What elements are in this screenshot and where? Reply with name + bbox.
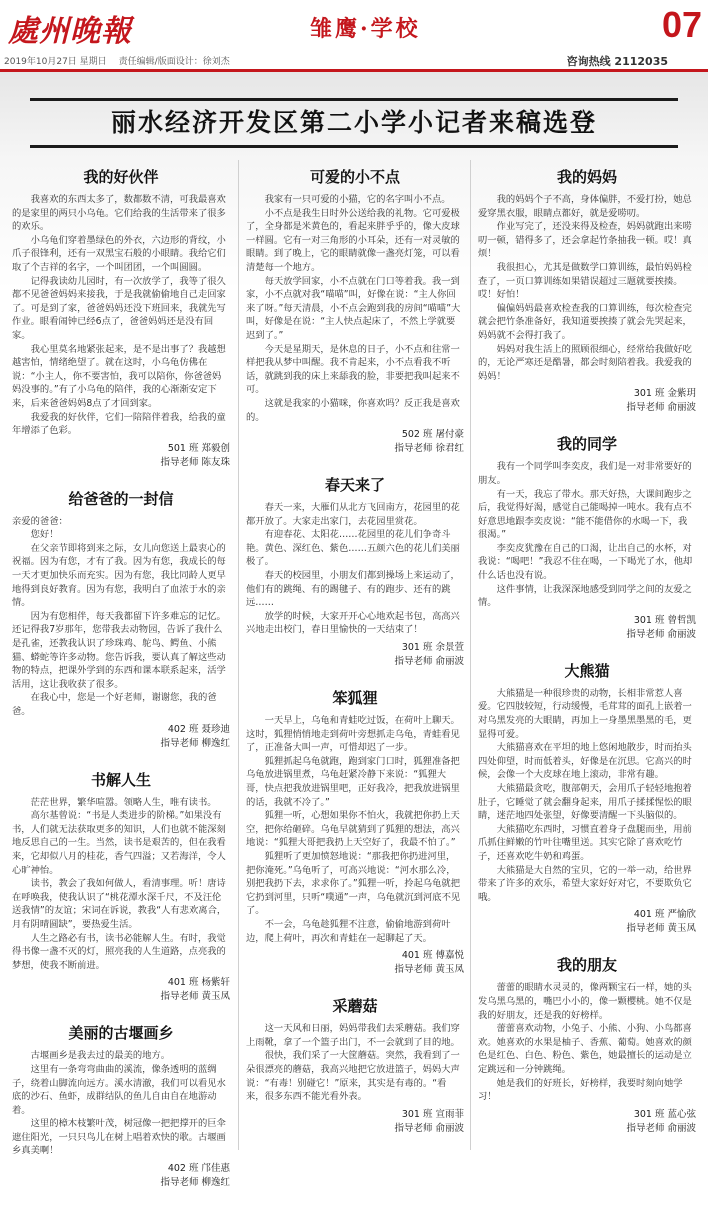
masthead bbox=[0, 0, 708, 52]
article bbox=[12, 769, 230, 1005]
teacher-line: 指导老师 俞丽波 bbox=[626, 1122, 696, 1134]
article-paragraph: 蕾蕾的眼睛水灵灵的，像两颗宝石一样，她的头发乌黑乌黑的，嘴巴小小的，像一颗樱桃。她不仅是我的好朋友，还是我的好榜样。 bbox=[478, 982, 692, 1021]
teacher-line: 指导老师 俞丽波 bbox=[394, 1122, 464, 1134]
article-paragraph: 这里的樟木枝繁叶茂，树冠像一把把撑开的巨伞遮住阳光，一只只鸟儿在树上唱着欢快的歌。古堰画乡真美啊！ bbox=[12, 1118, 226, 1157]
teacher-line: 指导老师 俞丽波 bbox=[626, 628, 696, 640]
article-title: 笨狐狸 bbox=[332, 689, 378, 708]
article-paragraph: 有一天，我忘了带水。那天好热，大课间跑步之后，我觉得好渴，感觉自己能喝掉一吨水。我有点不好意思地跟李奕皮说：“能不能借你的水喝一下，我很渴。” bbox=[478, 488, 692, 541]
article-body bbox=[12, 193, 230, 438]
article bbox=[478, 166, 696, 415]
article-paragraph: 狐狸一听，心想如果你不怕火，我就把你扔上天空，把你给砸碎。乌龟早就猜到了狐狸的想法，高兴地说：“狐狸大哥把我扔上天空好了，我最不怕了。” bbox=[246, 810, 460, 849]
article-title: 采蘑菇 bbox=[332, 997, 378, 1016]
article-paragraph: 春天一来，大雁们从北方飞回南方，花园里的花都开放了。大家走出家门，去花园里赏花。 bbox=[246, 502, 460, 527]
author-line: 301 班 余景萱 bbox=[401, 642, 464, 654]
article-body bbox=[478, 193, 696, 383]
article-paragraph: 很快，我们采了一大筐蘑菇。突然，我看到了一朵很漂亮的蘑菇，我高兴地把它放进篮子，妈妈大声说：“有毒！别碰它！”原来，其实是有毒的。“看来，很多东西不能光看外表。 bbox=[246, 1050, 460, 1103]
editor-credit: 责任编辑/版面设计：徐刘杰 bbox=[118, 57, 230, 67]
article-paragraph: 今天是星期天，是休息的日子，小不点和往常一样把我从梦中叫醒。我不肯起来，小不点看我不听话，就跳到我的床上来舔我的脸，非要把我叫起来不可。 bbox=[246, 343, 460, 396]
article-paragraph: 小乌龟们穿着墨绿色的外衣，六边形的背纹，小爪子很锋利，还有一双黑宝石般的小眼睛。我给它们取了个吉祥的名字，一个叫团团，一个叫圆圆。 bbox=[12, 234, 226, 273]
section-title: 雏鹰·学校 bbox=[310, 16, 421, 42]
article bbox=[478, 954, 696, 1135]
article-paragraph: 记得我读幼儿园时，有一次放学了，我等了很久都不见爸爸妈妈来接我，于是我就偷偷地自己走回家了。可是到了家，爸爸妈妈还没下班回来，我就先写作业。眼看闹钟已经6点了，爸爸妈妈还是没有回家。 bbox=[12, 275, 226, 341]
article bbox=[246, 687, 464, 977]
article-paragraph: 蕾蕾喜欢动物，小兔子、小熊、小狗、小鸟都喜欢。她喜欢的水果是柚子、香蕉、葡萄。她喜欢的颜色是红色、白色、粉色、紫色，她最擅长的运动是立定跳远和一分钟跳绳。 bbox=[478, 1023, 692, 1075]
author-line: 301 班 曾哲凯 bbox=[633, 614, 696, 626]
article-signature bbox=[478, 1108, 696, 1136]
author-line: 502 班 屠付豪 bbox=[401, 429, 464, 441]
article-signature bbox=[478, 614, 696, 642]
article-body bbox=[478, 460, 696, 610]
teacher-line: 指导老师 黄玉凤 bbox=[160, 991, 230, 1003]
article-paragraph: 我很担心，尤其是做数学口算训练，最怕妈妈检查了，一页口算训练如果错误超过三题就要挨揍。哎！好怕！ bbox=[478, 261, 692, 301]
article-paragraph: 在我心中，您是一个好老师，谢谢您，我的爸爸。 bbox=[12, 692, 217, 717]
article-paragraph: 我家有一只可爱的小猫，它的名字叫小不点。 bbox=[264, 194, 451, 205]
article-title: 美丽的古堰画乡 bbox=[68, 1024, 174, 1043]
article-signature bbox=[12, 1162, 230, 1190]
author-line: 402 班 聂珍迪 bbox=[167, 723, 230, 735]
article-body bbox=[246, 714, 464, 945]
author-line: 402 班 邝佳惠 bbox=[167, 1163, 230, 1175]
author-line: 301 班 蓝心弦 bbox=[633, 1108, 696, 1120]
headline-bar bbox=[30, 98, 678, 148]
article bbox=[246, 474, 464, 669]
article-signature bbox=[246, 641, 464, 669]
teacher-line: 指导老师 黄玉凤 bbox=[626, 923, 696, 935]
teacher-line: 指导老师 柳逸红 bbox=[160, 1177, 230, 1189]
teacher-line: 指导老师 柳逸红 bbox=[160, 737, 230, 749]
article-title: 我的同学 bbox=[556, 435, 617, 454]
article bbox=[246, 166, 464, 456]
newspaper-logo: 處州晚報 bbox=[8, 14, 132, 49]
article-paragraph: 读书，教会了我如何做人，看清事理。听！唐诗在呼唤我，使我认识了“桃花潭水深千尺，不及汪伦送我情”的友谊；宋词在诉说，教我“人有悲欢离合，月有阴晴圆缺”，要热爱生活。 bbox=[12, 878, 227, 930]
article-title: 书解人生 bbox=[90, 770, 151, 789]
teacher-line: 指导老师 陈友珠 bbox=[160, 456, 230, 468]
article-paragraph: 大熊猫最贪吃，腹部朝天，会用爪子轻轻地抱着肚子，它睡觉了就会翻身起来，用爪子揉揉惺忪的眼睛，迷茫地四处张望，好像要清醒一下头脑似的。 bbox=[478, 783, 692, 822]
author-line: 401 班 杨紫轩 bbox=[167, 977, 230, 989]
article-paragraph: 我喜欢的东西太多了，数都数不清，可我最喜欢的是家里的两只小乌龟。它们给我的生活带来了很多的欢乐。 bbox=[12, 194, 226, 233]
teacher-line: 指导老师 徐君红 bbox=[394, 443, 464, 455]
article-signature bbox=[246, 1108, 464, 1136]
author-line: 501 班 郑毅创 bbox=[167, 442, 230, 454]
article-paragraph: 高尔基曾说：“书是人类进步的阶梯。”如果没有书，人们就无法获取更多的知识，人们也就不能深刻地反思自己的一生。当然，读书是艰苦的，但在我看来，它却似八月的桂花，香气四溢；又若海洋，令人心旷神怡。 bbox=[12, 810, 226, 876]
article-paragraph: 大熊猫吃东西时，习惯直着身子盘腿而坐，用前爪抓住鲜嫩的竹叶往嘴里送。其实它除了喜欢吃竹子，还喜欢吃牛奶和鸡蛋。 bbox=[478, 823, 692, 862]
teacher-line: 指导老师 俞丽波 bbox=[626, 402, 696, 414]
author-line: 301 班 金紫玥 bbox=[633, 388, 696, 400]
author-line: 301 班 宣雨菲 bbox=[401, 1108, 464, 1120]
article-paragraph: 您好！ bbox=[30, 529, 59, 541]
author-line: 401 班 严愉欣 bbox=[633, 909, 696, 921]
article-paragraph: 亲爱的爸爸： bbox=[12, 515, 68, 527]
article-paragraph: 作业写完了，还没来得及检查，妈妈就跑出来唠叨一顿，错得多了，还会拿起竹条抽我一顿。哎！真烦！ bbox=[478, 221, 692, 260]
hotline: 咨询热线 2112035 bbox=[566, 55, 668, 68]
article-paragraph: 这里有一条弯弯曲曲的溪流，像条透明的蓝绸子，绕着山脚流向远方。溪水清澈，我们可以看见水底的沙石、鱼虾，成群结队的鱼儿自由自在地游动着。 bbox=[12, 1063, 226, 1116]
article-paragraph: 不一会，乌龟趁狐狸不注意，偷偷地游到荷叶边，爬上荷叶，再次和青蛙在一起聊起了天。 bbox=[246, 918, 451, 944]
article-paragraph: 有迎春花、太阳花……花园里的花儿们争奇斗艳。黄色、深红色、紫色……五颜六色的花儿们美丽极了。 bbox=[246, 529, 460, 568]
article-body bbox=[478, 981, 696, 1103]
column-right bbox=[478, 160, 696, 1154]
article-paragraph: 人生之路必有书，读书必能解人生。有时，我觉得书像一盏不灭的灯，照亮我的人生道路，点亮我的梦想，使我不断前进。 bbox=[12, 932, 226, 971]
author-line: 401 班 傅嘉悦 bbox=[401, 950, 464, 962]
article-paragraph: 这就是我家的小猫咪，你喜欢吗？反正我是喜欢的。 bbox=[246, 397, 460, 423]
article-signature bbox=[478, 908, 696, 936]
article-paragraph: 这一天风和日丽，妈妈带我们去采蘑菇。我们穿上雨靴，拿了一个篮子出门，不一会就到了目的地。 bbox=[246, 1023, 460, 1048]
article-paragraph: 这件事情，让我深深地感受到同学之间的友爱之情。 bbox=[478, 583, 692, 609]
article-paragraph: 我爱我的好伙伴，它们一陪陪伴着我，给我的童年增添了色彩。 bbox=[12, 411, 226, 437]
article-paragraph: 大熊猫是一种很珍贵的动物，长相非常惹人喜爱。它四肢较短，行动缓慢，毛茸茸的面孔上嵌着一对乌黑发亮的大眼睛，再加上一身墨黑墨黑的毛，更显得可爱。 bbox=[478, 687, 692, 740]
article-body bbox=[12, 1049, 230, 1158]
article-title: 春天来了 bbox=[324, 476, 385, 495]
column-left bbox=[12, 160, 230, 1208]
article-signature bbox=[12, 976, 230, 1004]
article-paragraph: 每天放学回家，小不点就在门口等着我。我一到家，小不点就对我“喵喵”叫，好像在说：“主人你回来了呀。”每天清晨，小不点会跑到我的房间“喵喵”大叫，好像是在说：“主人快点起床了，不然上学就要迟到了。” bbox=[246, 275, 461, 341]
article-signature bbox=[478, 387, 696, 415]
article bbox=[478, 660, 696, 937]
article-paragraph: 古堰画乡是我去过的最美的地方。 bbox=[30, 1050, 171, 1062]
article-paragraph: 放学的时候，大家开开心心地欢起书包，高高兴兴地走出校门，春日里愉快的一天结束了！ bbox=[246, 610, 460, 636]
article-paragraph: 春天的校园里，小朋友们都到操场上来运动了，他们有的跳绳、有的踢毽子、有的跑步、还有的跳远…… bbox=[246, 570, 460, 609]
article bbox=[12, 166, 230, 470]
issue-date: 2019年10月27日 星期日 bbox=[4, 57, 107, 67]
article-paragraph: 狐狸听了更加愤怒地说：“那我把你扔进河里，把你淹死。”乌龟听了，可高兴地说：“河水那么冷，别把我扔下去，求求你了。”狐狸一听，拎起乌龟就把它扔到河里，只听“噗通”一声，乌龟就沉到河底不见了。 bbox=[246, 850, 461, 917]
article-paragraph: 妈妈对我生活上的照顾很细心，经常给我做好吃的，无论严寒还是酷暑，都会时刻陪着我。我爱我的妈妈！ bbox=[478, 343, 692, 382]
article-signature bbox=[12, 442, 230, 470]
article-paragraph: 我心里莫名地紧张起来，是不是出事了？我越想越害怕，情绪绝望了。就在这时，小乌龟仿佛在说：“小主人，你不要害怕，我可以陪你，你爸爸妈妈没事的。”有了小乌龟的陪伴，我的心渐渐安定下来，后来爸爸妈妈8点了才回到家。 bbox=[12, 343, 226, 409]
article-paragraph: 大熊猫是大自然的宝贝，它的一举一动，给世界带来了许多的欢乐，希望大家好好对它，不要欺负它哦。 bbox=[478, 864, 692, 903]
article-signature bbox=[246, 428, 464, 456]
article-body bbox=[478, 687, 696, 905]
page-number: 07 bbox=[661, 4, 702, 45]
article bbox=[12, 1022, 230, 1190]
column-divider bbox=[238, 160, 239, 1150]
article-signature bbox=[12, 723, 230, 751]
column-divider bbox=[470, 160, 471, 1150]
article-paragraph: 小不点是我生日时外公送给我的礼物。它可爱极了，全身都是米黄色的，看起来胖乎乎的，像大皮球一样圆。它有一对三角形的小耳朵，还有一对灵敏的眼睛。到了晚上，它的眼睛就像一盏亮灯笼，可以看清楚每一个地方。 bbox=[246, 207, 460, 273]
article bbox=[246, 995, 464, 1136]
article-title: 大熊猫 bbox=[564, 661, 610, 680]
column-middle bbox=[246, 160, 464, 1154]
article-paragraph: 大熊猫喜欢在平坦的地上悠闲地散步，时而抬头四处仰望，时而低着头，好像是在沉思。它高兴的时候，会像一个大皮球在地上滚动，非常有趣。 bbox=[478, 742, 692, 781]
article-body bbox=[12, 796, 230, 973]
article bbox=[12, 488, 230, 751]
article-body bbox=[246, 1022, 464, 1104]
article-paragraph: 李奕皮犹豫在自己的口渴，让出自己的水杯，对我说：“喝吧！”我忍不住在喝，一下喝光了水，他却什么话也没有说。 bbox=[478, 542, 693, 582]
article-body bbox=[246, 501, 464, 637]
meta-line bbox=[0, 52, 708, 68]
article-title: 我的妈妈 bbox=[556, 168, 617, 186]
article-body bbox=[12, 515, 230, 719]
article-paragraph: 她是我们的好班长，好榜样，我要时刻向她学习！ bbox=[478, 1077, 683, 1103]
article-paragraph: 我有一个同学叫李奕皮，我们是一对非常要好的朋友。 bbox=[478, 461, 692, 486]
article-body bbox=[246, 193, 464, 424]
article-paragraph: 一天早上，乌龟和青蛙吃过饭，在荷叶上聊天。这时，狐狸悄悄地走到荷叶旁想抓走乌龟，青蛙看见了，正准备大叫一声，可惜却迟了一步。 bbox=[246, 715, 460, 754]
article-title: 我的朋友 bbox=[556, 956, 617, 975]
article-paragraph: 在父亲节即将到来之际，女儿向您送上最衷心的祝福。因为有您，才有了我。因为有您，我成长的每一天才更加快乐而充实。因为有您，我比同龄人更早地得到良好教育。因为有您，我明白了血浓于水的亲情。 bbox=[12, 542, 226, 609]
article bbox=[478, 433, 696, 642]
page-headline: 丽水经济开发区第二小学小记者来稿选登 bbox=[110, 108, 597, 137]
article-paragraph: 偏偏妈妈最喜欢检查我的口算训练，每次检查完就会把竹条准备好，我知道要挨揍了就会先哭起来，妈妈就不会得打我了。 bbox=[478, 302, 692, 341]
article-paragraph: 我的妈妈个子不高，身体偏胖，不爱打扮，她总爱穿黑衣服，眼睛点都好，就是爱唠叨。 bbox=[478, 194, 692, 219]
article-paragraph: 狐狸抓起乌龟就跑，跑到家门口时，狐狸准备把乌龟放进锅里煮，乌龟赶紧冷静下来说：“狐狸大哥，快点把我放进锅里吧，正好我冷，把我放进锅里的话，我就不冷了。” bbox=[246, 755, 460, 808]
article-signature bbox=[246, 949, 464, 977]
article-paragraph: 因为有您相伴，每天我都留下许多难忘的记忆。还记得我7岁那年，您带我去动物园，告诉了我什么是孔雀，还教我认识了珍珠鸡、鸵鸟、鳄鱼、小熊猫、蟒蛇等许多动物。您告诉我，要认真了解这些动物的特点，把课外学到的东西和课本联系起来，活学活用，这让我收获了很多。 bbox=[12, 610, 226, 690]
article-title: 可爱的小不点 bbox=[309, 168, 400, 186]
teacher-line: 指导老师 黄玉凤 bbox=[394, 964, 464, 976]
article-paragraph: 茫茫世界，繁华喧嚣。领略人生，唯有读书。 bbox=[30, 796, 217, 808]
article-title: 给爸爸的一封信 bbox=[68, 489, 174, 508]
article-title: 我的好伙伴 bbox=[83, 168, 159, 186]
teacher-line: 指导老师 俞丽波 bbox=[394, 656, 464, 668]
